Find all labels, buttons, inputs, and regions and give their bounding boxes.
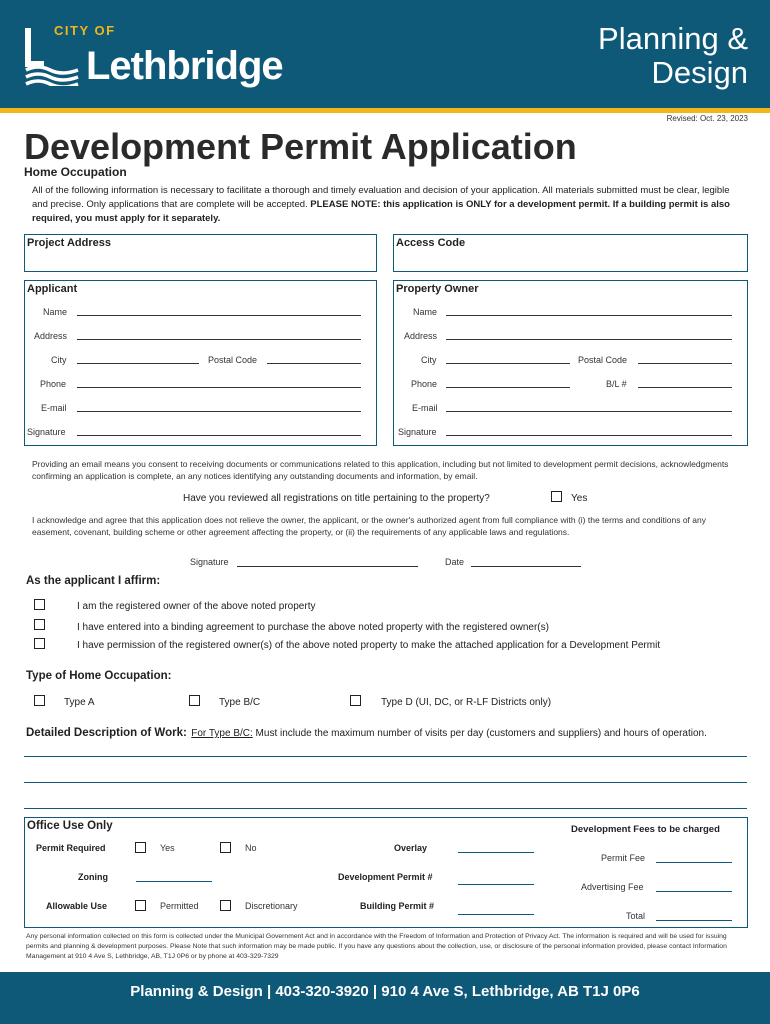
development-permit-number-label: Development Permit # bbox=[338, 872, 433, 882]
applicant-phone-label: Phone bbox=[40, 379, 67, 389]
description-line-1[interactable] bbox=[24, 756, 747, 757]
owner-signature-input[interactable] bbox=[446, 435, 732, 436]
department-line-1: Planning & bbox=[598, 21, 748, 56]
applicant-email-label: E-mail bbox=[41, 403, 67, 413]
access-code-label: Access Code bbox=[396, 237, 466, 249]
office-use-title: Office Use Only bbox=[27, 820, 113, 832]
applicant-city-input[interactable] bbox=[77, 363, 199, 364]
building-permit-number-input[interactable] bbox=[458, 914, 534, 915]
revised-date: Revised: Oct. 23, 2023 bbox=[666, 114, 748, 123]
intro-text-notice: PLEASE NOTE: this application is ONLY for a development permit. If a building permit is also required, you must apply for it separately. bbox=[32, 199, 730, 224]
owner-name-label: Name bbox=[413, 307, 438, 317]
description-line-3[interactable] bbox=[24, 808, 747, 809]
applicant-address-label: Address bbox=[34, 331, 68, 341]
applicant-name-input[interactable] bbox=[77, 315, 361, 316]
type-a-checkbox[interactable] bbox=[34, 695, 45, 706]
acknowledge-signature-input[interactable] bbox=[237, 566, 418, 567]
description-note-type: For Type B/C: bbox=[191, 728, 253, 739]
registrations-yes-label: Yes bbox=[571, 493, 588, 504]
applicant-section bbox=[24, 280, 377, 446]
acknowledgement-text: I acknowledge and agree that this application does not relieve the owner, the applicant, or the owner's authorized agent from full compliance with (i) the terms and conditions of any easement, covenant, building scheme or other agreement affecting the property, or (ii) the requirements of any applicable laws and regulations. bbox=[32, 515, 706, 537]
project-address-field[interactable] bbox=[24, 234, 377, 272]
owner-city-label: City bbox=[421, 355, 437, 365]
type-bc-checkbox[interactable] bbox=[189, 695, 200, 706]
applicant-city-label: City bbox=[51, 355, 67, 365]
affirm-permission-label: I have permission of the registered owner(s) of the above noted property to make the attached application for a Development Permit bbox=[77, 640, 661, 651]
email-consent-text: Providing an email means you consent to receiving documents or communications related to this application, including but not limited to development permit decisions, acknowledgments confirming an application is complete, an any notices identifying any outstanding documents and information, by email. bbox=[32, 459, 729, 481]
permitted-label: Permitted bbox=[160, 901, 199, 911]
department-name bbox=[488, 22, 748, 90]
owner-title: Property Owner bbox=[396, 283, 479, 295]
acknowledge-signature-label: Signature bbox=[190, 557, 229, 567]
allowable-use-label: Allowable Use bbox=[46, 901, 108, 911]
property-owner-section bbox=[393, 280, 748, 446]
owner-bl-label: B/L # bbox=[606, 379, 627, 389]
affirm-permission-checkbox[interactable] bbox=[34, 638, 45, 649]
total-fee-input[interactable] bbox=[656, 920, 732, 921]
owner-phone-input[interactable] bbox=[446, 387, 570, 388]
permitted-checkbox[interactable] bbox=[135, 900, 146, 911]
applicant-signature-label: Signature bbox=[27, 427, 66, 437]
permit-required-yes-checkbox[interactable] bbox=[135, 842, 146, 853]
type-a-label: Type A bbox=[64, 697, 95, 708]
permit-required-no-checkbox[interactable] bbox=[220, 842, 231, 853]
affirm-purchase-checkbox[interactable] bbox=[34, 619, 45, 630]
logo-city-text: CITY OF bbox=[54, 23, 116, 38]
acknowledge-date-label: Date bbox=[445, 557, 465, 567]
owner-email-label: E-mail bbox=[412, 403, 438, 413]
applicant-title: Applicant bbox=[27, 283, 78, 295]
owner-postal-label: Postal Code bbox=[578, 355, 628, 365]
discretionary-checkbox[interactable] bbox=[220, 900, 231, 911]
discretionary-label: Discretionary bbox=[245, 901, 298, 911]
project-address-label: Project Address bbox=[27, 237, 111, 249]
owner-phone-label: Phone bbox=[411, 379, 438, 389]
applicant-name-label: Name bbox=[43, 307, 68, 317]
acknowledge-date-input[interactable] bbox=[471, 566, 581, 567]
permit-required-no-label: No bbox=[245, 843, 257, 853]
overlay-label: Overlay bbox=[394, 843, 428, 853]
applicant-email-input[interactable] bbox=[77, 411, 361, 412]
affirm-purchase-label: I have entered into a binding agreement to purchase the above noted property with the registered owner(s) bbox=[77, 622, 549, 633]
owner-address-input[interactable] bbox=[446, 339, 732, 340]
registrations-yes-checkbox[interactable] bbox=[551, 491, 562, 502]
department-line-2: Design bbox=[651, 55, 748, 90]
owner-bl-input[interactable] bbox=[638, 387, 732, 388]
owner-address-label: Address bbox=[404, 331, 438, 341]
registrations-question: Have you reviewed all registrations on title pertaining to the property? bbox=[183, 493, 490, 504]
applicant-postal-input[interactable] bbox=[267, 363, 361, 364]
affirm-title: As the applicant I affirm: bbox=[26, 575, 161, 587]
logo-name-text: Lethbridge bbox=[86, 44, 283, 88]
owner-email-input[interactable] bbox=[446, 411, 732, 412]
page-subtitle: Home Occupation bbox=[24, 165, 127, 179]
applicant-address-input[interactable] bbox=[77, 339, 361, 340]
permit-fee-input[interactable] bbox=[656, 862, 732, 863]
permit-required-label: Permit Required bbox=[36, 843, 106, 853]
intro-text bbox=[32, 184, 744, 226]
owner-name-input[interactable] bbox=[446, 315, 732, 316]
zoning-input[interactable] bbox=[136, 881, 212, 882]
footer-contact: Planning & Design | 403-320-3920 | 910 4 Ave S, Lethbridge, AB T1J 0P6 bbox=[130, 983, 640, 1000]
permit-required-yes-label: Yes bbox=[160, 843, 175, 853]
owner-city-input[interactable] bbox=[446, 363, 570, 364]
privacy-notice: Any personal information collected on this form is collected under the Municipal Government Act and in accordance with the Freedom of Information and Protection of Privacy Act. The information is required and will be used for issuing permits and planning & development purposes. Please Note that such information may be made public. If you have any questions about the collection, use, or disclosure of the personal information provided, please contact Information Management at 910 4 Ave S, Lethbridge, AB, T1J 0P6 or by phone at 403-329-7329 bbox=[26, 933, 727, 960]
owner-signature-label: Signature bbox=[398, 427, 437, 437]
occupation-type-title: Type of Home Occupation: bbox=[26, 670, 172, 682]
development-permit-number-input[interactable] bbox=[458, 884, 534, 885]
type-d-label: Type D (UI, DC, or R-LF Districts only) bbox=[381, 697, 552, 708]
applicant-phone-input[interactable] bbox=[77, 387, 361, 388]
fees-title: Development Fees to be charged bbox=[571, 824, 720, 835]
zoning-label: Zoning bbox=[78, 872, 108, 882]
description-title: Detailed Description of Work: bbox=[26, 727, 187, 739]
overlay-input[interactable] bbox=[458, 852, 534, 853]
intro-text-part-1: All of the following information is necessary to facilitate a thorough and timely evaluation and decision of your application. All materials submitted must be clear, legible and precise. Only applications that are complete will be accepted. bbox=[32, 185, 730, 210]
description-line-2[interactable] bbox=[24, 782, 747, 783]
affirm-owner-label: I am the registered owner of the above noted property bbox=[77, 601, 316, 612]
header-accent-stripe bbox=[0, 108, 770, 113]
access-code-field[interactable] bbox=[393, 234, 748, 272]
type-bc-label: Type B/C bbox=[219, 697, 261, 708]
type-d-checkbox[interactable] bbox=[350, 695, 361, 706]
owner-postal-input[interactable] bbox=[638, 363, 732, 364]
page-title: Development Permit Application bbox=[24, 126, 577, 167]
applicant-postal-label: Postal Code bbox=[208, 355, 258, 365]
advertising-fee-input[interactable] bbox=[656, 891, 732, 892]
description-note: Must include the maximum number of visits per day (customers and suppliers) and hours of operation. bbox=[252, 728, 707, 739]
permit-fee-label: Permit Fee bbox=[601, 853, 646, 863]
description-heading bbox=[26, 723, 756, 741]
building-permit-number-label: Building Permit # bbox=[360, 901, 435, 911]
applicant-signature-input[interactable] bbox=[77, 435, 361, 436]
affirm-owner-checkbox[interactable] bbox=[34, 599, 45, 610]
total-fee-label: Total bbox=[626, 911, 646, 921]
advertising-fee-label: Advertising Fee bbox=[581, 882, 644, 892]
